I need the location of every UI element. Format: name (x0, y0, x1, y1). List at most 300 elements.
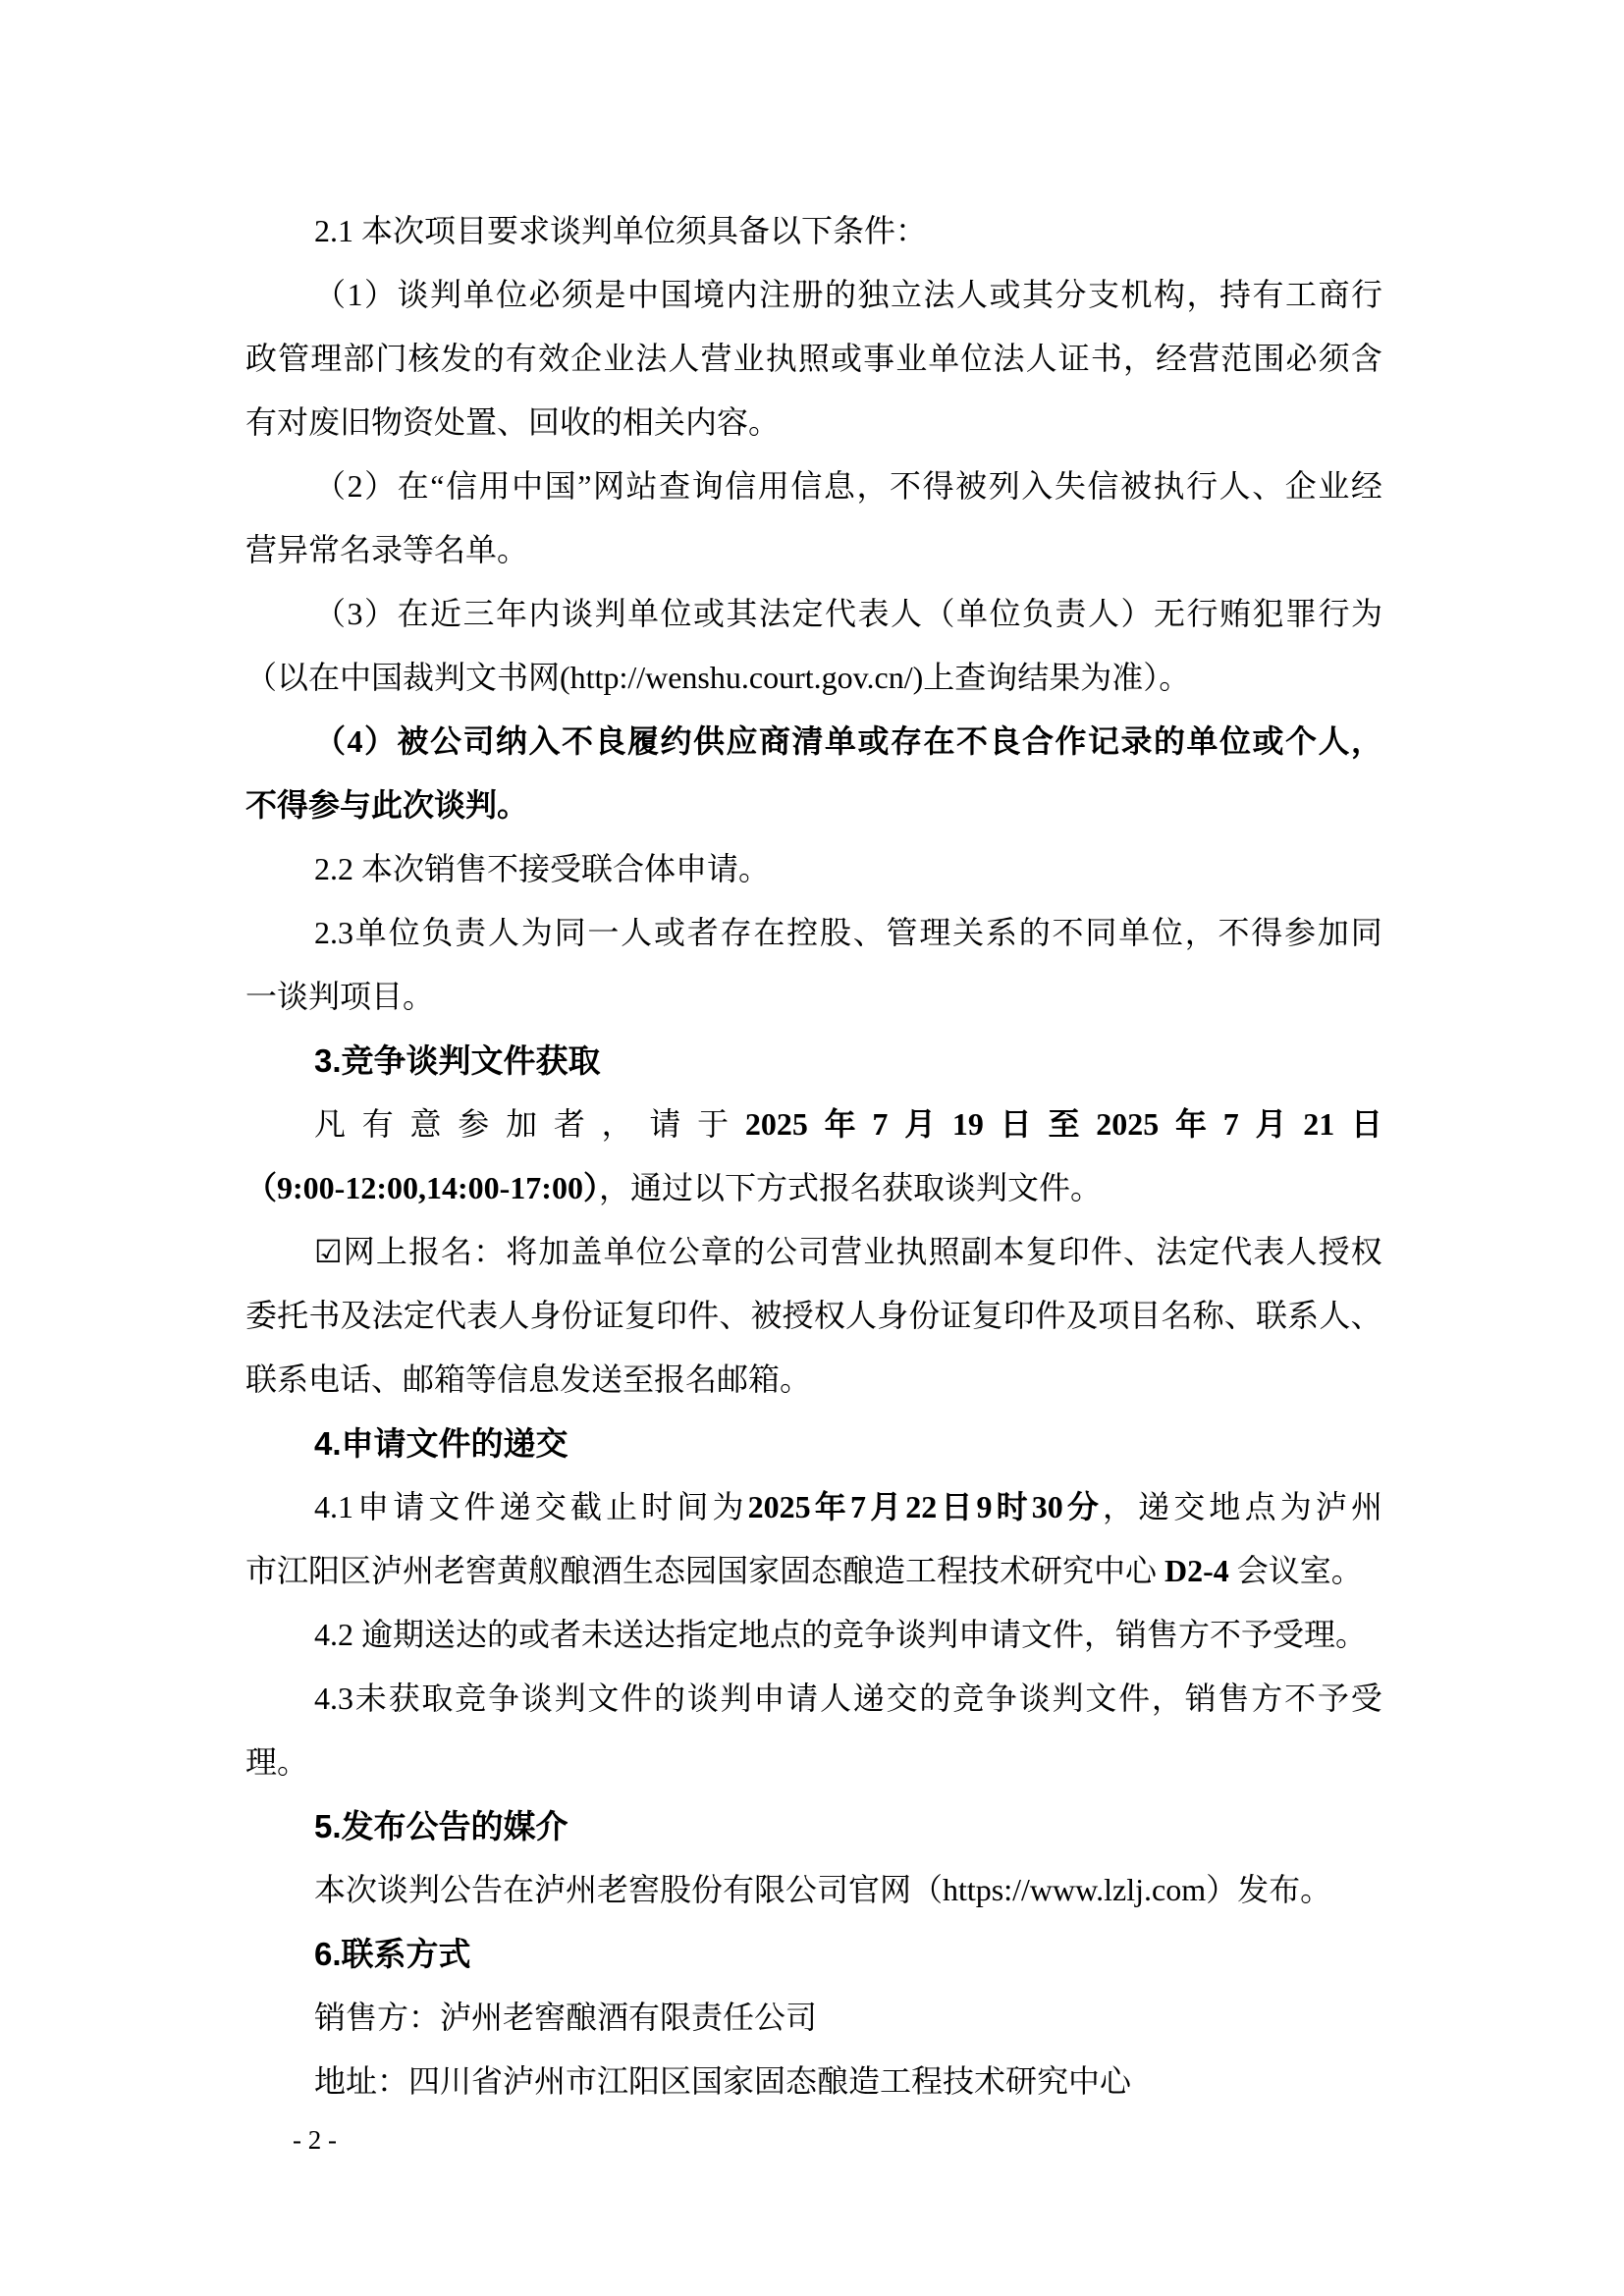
text-token: 法 (371, 1298, 404, 1333)
text-token: 人 (1218, 468, 1251, 504)
text-token: 交 (534, 1489, 567, 1524)
text-token: 谈 (561, 596, 593, 631)
text-line (245, 2050, 1382, 2113)
text-token: 信 (445, 468, 477, 504)
text-token: 判 (429, 277, 461, 312)
text-token: 件 (1090, 1234, 1122, 1269)
text-segment: 4.申请文件的递交 (314, 1425, 568, 1462)
text-token: 信 (725, 468, 757, 504)
text-token: 事 (863, 341, 895, 376)
text-token: 法 (635, 341, 668, 376)
text-token: 代 (1220, 1234, 1253, 1269)
text-token: 注 (758, 277, 790, 312)
text-token: 为 (1279, 1489, 1312, 1524)
text-token: 时 (641, 1489, 674, 1524)
text-token: 谈 (397, 277, 429, 312)
text-token: 法 (993, 341, 1025, 376)
text-token: 存 (890, 723, 922, 759)
text-token: 21 (1303, 1106, 1335, 1142)
text-token: 人 (955, 277, 988, 312)
text-line (245, 1539, 1382, 1603)
text-token: ， (601, 1106, 633, 1142)
section-heading (245, 1922, 1382, 1986)
text-segment: 有对废旧物资处置、回收的相关内容。 (245, 404, 781, 440)
text-token: 网 (343, 1234, 375, 1269)
text-token: 目 (1129, 1298, 1162, 1333)
text-line (245, 1603, 1382, 1667)
text-token: 法 (758, 596, 790, 631)
text-token: 代 (434, 1298, 466, 1333)
text-token: 上 (375, 1234, 407, 1269)
text-token: 在 (923, 723, 955, 759)
text-token: 发 (440, 341, 472, 376)
text-segment: 5.发布公告的媒介 (314, 1808, 568, 1844)
text-token: 的 (1018, 915, 1051, 950)
text-token: 年 (495, 596, 527, 631)
text-token: 失 (1054, 468, 1086, 504)
text-line (245, 327, 1382, 391)
text-segment: （9:00-12:00,14:00-17:00） (245, 1170, 599, 1205)
text-token: 业 (603, 341, 635, 376)
text-token: 人 (890, 596, 922, 631)
text-token: 纳 (495, 723, 527, 759)
text-token: 个 (1284, 723, 1317, 759)
text-token: 用 (757, 468, 789, 504)
document-body (245, 199, 1382, 2113)
text-token: 应 (726, 723, 758, 759)
text-token: 身 (529, 1298, 562, 1333)
text-token: 效 (537, 341, 569, 376)
text-token: ， (1103, 1489, 1135, 1524)
text-token: 工 (1284, 277, 1317, 312)
text-token: 被 (1119, 468, 1152, 504)
text-token: 责 (455, 915, 487, 950)
text-token: 业 (1318, 468, 1350, 504)
text-token: 表 (466, 1298, 499, 1333)
text-segment: 会议室。 (1228, 1553, 1363, 1588)
text-token: ” (577, 468, 592, 504)
text-token: （ (314, 277, 347, 312)
text-token: 被 (750, 1298, 783, 1333)
text-token: 年 (824, 1106, 856, 1142)
text-token: 控 (786, 915, 819, 950)
text-token: 日 (1350, 1106, 1382, 1142)
text-token: ） (364, 468, 397, 504)
text-token: 定 (403, 1298, 435, 1333)
text-line (245, 901, 1382, 965)
text-token: 地 (1209, 1489, 1241, 1524)
text-token: 含 (1350, 341, 1382, 376)
text-token: 人 (1285, 1234, 1318, 1269)
text-token: 信 (1087, 468, 1119, 504)
text-token: 件 (1034, 1298, 1066, 1333)
text-token: 7 (872, 1106, 889, 1142)
text-line (245, 646, 1382, 710)
text-token: ， (1186, 277, 1218, 312)
text-token: 7 (1222, 1106, 1239, 1142)
text-token: 单 (462, 277, 495, 312)
text-token: 判 (720, 1681, 752, 1716)
text-token: 或 (989, 277, 1021, 312)
text-token: ） (363, 277, 396, 312)
text-token: 或 (653, 915, 685, 950)
text-token: 单 (824, 723, 856, 759)
text-token: 同 (1085, 915, 1117, 950)
text-token: 罪 (1284, 596, 1317, 631)
text-segment: 理。 (245, 1744, 309, 1780)
text-token: 法 (923, 277, 955, 312)
text-segment: 一谈判项目。 (245, 979, 435, 1014)
text-segment: （以在中国裁判文书网(http://wenshu.court.gov.cn/)上查询结果为准）。 (245, 660, 1191, 695)
text-token: 关 (952, 915, 985, 950)
text-token: 入 (1021, 468, 1054, 504)
text-token: 独 (857, 277, 890, 312)
section-heading (245, 1412, 1382, 1475)
text-token: 间 (677, 1489, 709, 1524)
text-token: 一 (587, 915, 620, 950)
text-token: 4.1 (314, 1489, 353, 1524)
text-token: 单 (928, 341, 960, 376)
text-token: 人 (844, 1298, 877, 1333)
text-token: 4.3 (314, 1681, 353, 1716)
text-token: 位 (388, 915, 420, 950)
text-token: 予 (1317, 1681, 1349, 1716)
text-token: 托 (277, 1298, 309, 1333)
text-token: 本 (993, 1234, 1025, 1269)
text-token: 人 (819, 1681, 851, 1716)
text-token: 业 (895, 341, 928, 376)
text-segment: 地址：四川省泸州市江阳区国家固态酿造工程技术研究中心 (314, 2063, 1132, 2099)
text-token: 30 (1031, 1489, 1063, 1524)
section-heading (245, 1794, 1382, 1858)
text-token: 履 (626, 723, 659, 759)
text-segment: 联系电话、邮箱等信息发送至报名邮箱。 (245, 1362, 812, 1397)
text-token: 止 (606, 1489, 638, 1524)
text-token: 司 (798, 1234, 831, 1269)
text-token: 章 (700, 1234, 732, 1269)
text-token: 位 (989, 596, 1021, 631)
text-token: 或 (692, 596, 725, 631)
text-token: 得 (922, 468, 954, 504)
text-token: 被 (955, 468, 988, 504)
text-token: 单 (603, 1234, 635, 1269)
text-token: 经 (1156, 341, 1188, 376)
text-token: 息 (823, 468, 855, 504)
text-token: 管 (278, 341, 310, 376)
text-token: 行 (1186, 596, 1218, 631)
text-token: 9 (976, 1489, 993, 1524)
text-token: 照 (928, 1234, 960, 1269)
text-token: 入 (528, 723, 561, 759)
text-token: 月 (904, 1106, 937, 1142)
text-token: 件 (463, 1489, 496, 1524)
text-token: 将 (506, 1234, 538, 1269)
text-token: 身 (877, 1298, 909, 1333)
text-token: 分 (1055, 277, 1087, 312)
text-token: 请 (649, 1106, 681, 1142)
text-token: 人 (1025, 341, 1057, 376)
text-token: 判 (1052, 1681, 1084, 1716)
text-token: 22 (905, 1489, 938, 1524)
text-line (245, 965, 1382, 1029)
text-token: 19 (951, 1106, 984, 1142)
text-token: 为 (712, 1489, 744, 1524)
text-token: 执 (765, 341, 797, 376)
text-line (245, 1220, 1382, 1284)
text-line (245, 391, 1382, 454)
text-token: 递 (852, 1681, 885, 1716)
text-token: 公 (765, 1234, 797, 1269)
text-token: 系 (985, 915, 1017, 950)
text-token: 份 (908, 1298, 941, 1333)
text-token: 人 (1319, 1298, 1351, 1333)
page-number: - 2 - (293, 2125, 337, 2155)
text-token: 须 (1318, 341, 1350, 376)
text-token: 必 (528, 277, 561, 312)
text-token: 营 (831, 1234, 863, 1269)
text-token: 中 (512, 468, 544, 504)
text-line (245, 1667, 1382, 1731)
text-token: 件 (1118, 1681, 1151, 1716)
text-token: 项 (1098, 1298, 1130, 1333)
text-token: 持 (1218, 277, 1251, 312)
text-token: 截 (569, 1489, 602, 1524)
text-token: 国 (544, 468, 576, 504)
text-token: 联 (1256, 1298, 1288, 1333)
text-token: 3 (347, 596, 363, 631)
text-segment: D2-4 (1164, 1553, 1229, 1588)
text-token: 争 (487, 1681, 519, 1716)
text-token: 申 (753, 1681, 785, 1716)
text-token: 书 (1090, 341, 1122, 376)
text-token: 称 (1192, 1298, 1224, 1333)
text-token: 月 (1255, 1106, 1287, 1142)
text-token: 三 (462, 596, 495, 631)
text-token: 者 (686, 915, 719, 950)
text-token: 册 (791, 277, 824, 312)
text-token: 在 (397, 596, 429, 631)
text-token: 机 (1120, 277, 1153, 312)
text-token: 复 (623, 1298, 656, 1333)
text-token: 范 (1220, 341, 1253, 376)
text-token: 位 (1151, 915, 1183, 950)
text-token: 证 (592, 1298, 624, 1333)
text-token: 有 (505, 341, 537, 376)
text-token: 取 (421, 1681, 454, 1716)
text-line (245, 1731, 1382, 1794)
text-token: 执 (895, 1234, 928, 1269)
text-token: 证 (1057, 341, 1090, 376)
text-token: 日 (941, 1489, 973, 1524)
text-token: 良 (594, 723, 626, 759)
text-token: 不 (1284, 1681, 1317, 1716)
text-token: 时 (996, 1489, 1028, 1524)
text-token: 销 (1184, 1681, 1217, 1716)
text-token: 2 (347, 468, 363, 504)
text-token: 谈 (1018, 1681, 1051, 1716)
text-line (245, 774, 1382, 837)
text-token: 国 (660, 277, 692, 312)
text-token: 门 (375, 341, 407, 376)
text-token: 良 (989, 723, 1021, 759)
text-token: 被 (397, 723, 429, 759)
text-token: 名 (441, 1234, 473, 1269)
text-token: 年 (814, 1489, 846, 1524)
text-token: 询 (691, 468, 724, 504)
text-token: 同 (554, 915, 586, 950)
text-token: 营 (700, 341, 732, 376)
text-token: 判 (554, 1681, 586, 1716)
text-token: 获 (388, 1681, 420, 1716)
checked-checkbox-icon: ☑ (314, 1234, 343, 1269)
text-token: 、 (1123, 1234, 1156, 1269)
text-token: 企 (570, 341, 603, 376)
text-token: 或 (1252, 723, 1284, 759)
text-token: 名 (1161, 1298, 1193, 1333)
text-token: ， (1122, 341, 1155, 376)
text-token: 商 (1318, 277, 1350, 312)
text-token: 副 (960, 1234, 993, 1269)
text-segment: 本次谈判公告在泸州老窖股份有限公司官网（https://www.lzlj.com）发布。 (314, 1872, 1332, 1907)
text-line (245, 710, 1382, 774)
text-segment: 6.联系方式 (314, 1936, 471, 1972)
text-token: 支 (1087, 277, 1119, 312)
text-token: 谈 (520, 1681, 553, 1716)
text-token: 立 (890, 277, 922, 312)
text-token: 印 (656, 1298, 688, 1333)
text-token: 请 (786, 1681, 819, 1716)
text-token: 加 (538, 1234, 570, 1269)
text-segment: 2.1 本次项目要求谈判单位须具备以下条件： (314, 213, 928, 248)
text-line (245, 454, 1382, 518)
text-line (245, 1093, 1382, 1156)
text-token: 于 (697, 1106, 730, 1142)
text-token: 点 (1244, 1489, 1276, 1524)
text-token: 2.3 (314, 915, 353, 950)
text-token: 凡 (314, 1106, 347, 1142)
text-token: 用 (478, 468, 511, 504)
text-segment: 营异常名录等名单。 (245, 532, 529, 567)
text-token: 管 (886, 915, 918, 950)
text-token: 竞 (952, 1681, 985, 1716)
text-token: 书 (308, 1298, 341, 1333)
text-token: 递 (499, 1489, 531, 1524)
text-token: 构 (1153, 277, 1185, 312)
text-line (245, 1156, 1382, 1220)
text-token: 位 (635, 1234, 668, 1269)
text-token: 在 (397, 468, 429, 504)
text-line (245, 582, 1382, 646)
text-token: 参 (458, 1106, 490, 1142)
text-token: （ (314, 723, 347, 759)
text-token: 至 (1048, 1106, 1080, 1142)
text-token: 内 (528, 596, 561, 631)
text-token: 判 (594, 596, 626, 631)
text-token: 清 (791, 723, 824, 759)
text-token: 份 (561, 1298, 593, 1333)
text-token: 执 (1153, 468, 1185, 504)
text-token: 法 (1156, 1234, 1188, 1269)
text-token: 1 (347, 277, 363, 312)
text-token: 、 (1252, 468, 1284, 504)
text-token: 人 (1087, 596, 1119, 631)
text-token: 合 (1021, 723, 1054, 759)
text-token: 犯 (1252, 596, 1284, 631)
text-token: 核 (407, 341, 440, 376)
text-token: ： (473, 1234, 506, 1269)
text-token: 必 (1285, 341, 1318, 376)
text-line (245, 1284, 1382, 1348)
text-token: 方 (1251, 1681, 1283, 1716)
text-token: 其 (1021, 277, 1054, 312)
text-token: 人 (621, 915, 653, 950)
text-token: 作 (1055, 723, 1087, 759)
text-token: 者 (553, 1106, 585, 1142)
text-token: 人 (668, 341, 700, 376)
text-line (245, 837, 1382, 901)
text-token: 分 (1066, 1489, 1099, 1524)
text-segment: 不得参与此次谈判。 (245, 787, 529, 823)
text-token: 的 (653, 1681, 685, 1716)
text-token: 、 (1223, 1298, 1256, 1333)
text-token: （ (314, 596, 347, 631)
text-token: 有 (361, 1106, 394, 1142)
text-token: 件 (621, 1681, 653, 1716)
text-token: 司 (462, 723, 495, 759)
text-token: 2025 (744, 1106, 808, 1142)
text-token: 谈 (686, 1681, 719, 1716)
text-token: 、 (1350, 1298, 1382, 1333)
text-token: 负 (421, 915, 454, 950)
text-token: 争 (985, 1681, 1017, 1716)
text-token: 记 (1087, 723, 1119, 759)
text-token: 约 (660, 723, 692, 759)
text-token: 州 (1350, 1489, 1382, 1524)
text-token: ） (363, 596, 396, 631)
text-token: 照 (797, 341, 830, 376)
text-token: 同 (1350, 915, 1382, 950)
text-token: 年 (1174, 1106, 1207, 1142)
text-token: 件 (687, 1298, 720, 1333)
text-token: 2025 (1096, 1106, 1160, 1142)
text-token: 贿 (1218, 596, 1251, 631)
text-token: 系 (1287, 1298, 1320, 1333)
text-line (245, 263, 1382, 327)
text-token: 月 (870, 1489, 902, 1524)
text-token: 表 (857, 596, 890, 631)
text-token: 单 (626, 596, 659, 631)
text-token: 网 (592, 468, 624, 504)
text-token: （ (923, 596, 955, 631)
text-token: 单 (955, 596, 988, 631)
text-token: 不 (561, 723, 593, 759)
text-token: 商 (758, 723, 790, 759)
text-token: 泸 (1315, 1489, 1347, 1524)
text-token: 为 (1350, 596, 1382, 631)
text-line (245, 1348, 1382, 1412)
text-token: 位 (495, 277, 527, 312)
text-token: 盖 (570, 1234, 603, 1269)
text-token: 供 (692, 723, 725, 759)
text-token: 交 (886, 1681, 918, 1716)
text-token: 部 (343, 341, 375, 376)
text-token: 不 (1052, 915, 1084, 950)
text-token: 受 (1350, 1681, 1382, 1716)
text-token: 加 (1317, 915, 1349, 950)
text-line (245, 1858, 1382, 1922)
text-token: 请 (393, 1489, 425, 1524)
text-token: 复 (1025, 1234, 1057, 1269)
